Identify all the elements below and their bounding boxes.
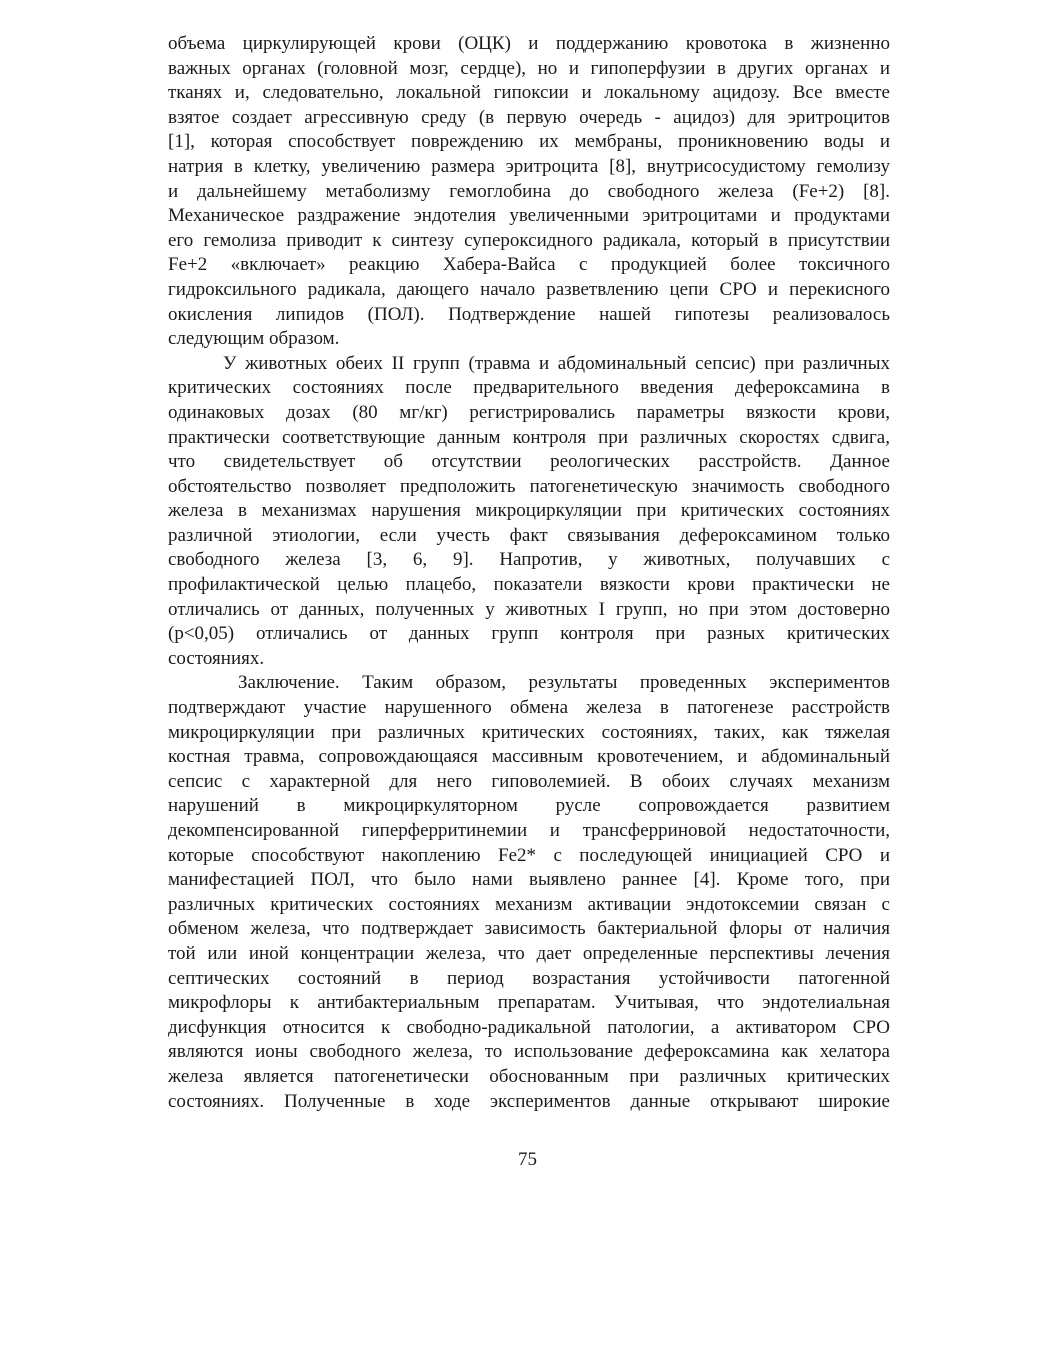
page-number: 75 <box>518 1149 537 1170</box>
body-text <box>168 32 890 1114</box>
text-line: У животных обеих II групп (травма и абдоминальный сепсис) при различных <box>223 352 890 374</box>
text-line: различных критических состояниях механизм активации эндотоксемии связан с <box>168 893 890 915</box>
text-line: являются ионы свободного железа, то использование дефероксамина как хелатора <box>168 1041 890 1063</box>
paragraph <box>168 32 890 352</box>
text-line: следующим образом. <box>168 328 340 350</box>
text-line: железа является патогенетически обоснованным при различных критических <box>168 1065 890 1087</box>
text-line: критических состояниях после предварительного введения дефероксамина в <box>168 377 890 399</box>
text-line: микроциркуляции при различных критических состояниях, таких, как тяжелая <box>168 721 890 743</box>
text-line: тканях и, следовательно, локальной гипоксии и локальному ацидозу. Все вместе <box>168 82 890 104</box>
text-line: манифестацией ПОЛ, что было нами выявлено раннее [4]. Кроме того, при <box>168 869 890 891</box>
text-line: той или иной концентрации железа, что дает определенные перспективы лечения <box>168 942 890 964</box>
text-line: подтверждают участие нарушенного обмена железа в патогенезе расстройств <box>168 697 890 719</box>
text-line: декомпенсированной гиперферритинемии и трансферриновой недостаточности, <box>168 820 890 841</box>
text-line: Механическое раздражение эндотелия увеличенными эритроцитами и продуктами <box>168 205 890 227</box>
text-line: Fe+2 «включает» реакцию Хабера-Вайса с продукцией более токсичного <box>168 254 890 276</box>
text-line: септических состояний в период возрастания устойчивости патогенной <box>168 967 890 989</box>
text-line: окисления липидов (ПОЛ). Подтверждение нашей гипотезы реализовалось <box>168 303 890 325</box>
text-line: что свидетельствует об отсутствии реологических расстройств. Данное <box>168 451 890 473</box>
text-line: состояниях. Полученные в ходе экспериментов данные открывают широкие <box>168 1090 890 1112</box>
text-line: обстоятельство позволяет предположить патогенетическую значимость свободного <box>168 475 890 497</box>
text-line: сепсис с характерной для него гиповолемией. В обоих случаях механизм <box>168 770 890 792</box>
text-line: свободного железа [3, 6, 9]. Напротив, у животных, получавших с <box>168 549 890 571</box>
text-line: важных органах (головной мозг, сердце), но и гипоперфузии в других органах и <box>168 57 890 79</box>
text-line: его гемолиза приводит к синтезу супероксидного радикала, который в присутствии <box>168 229 890 251</box>
text-line: дисфункция относится к свободно-радикальной патологии, а активатором СРО <box>168 1016 890 1038</box>
text-line: костная травма, сопровождающаяся массивным кровотечением, и абдоминальный <box>168 746 890 768</box>
text-line: профилактической целью плацебо, показатели вязкости крови практически не <box>168 574 890 596</box>
paragraph <box>168 352 890 672</box>
text-line: Заключение. Таким образом, результаты проведенных экспериментов <box>238 672 890 694</box>
text-line: различной этиологии, если учесть факт связывания дефероксамином только <box>168 524 890 546</box>
text-line: натрия в клетку, увеличению размера эритроцита [8], внутрисосудистому гемолизу <box>168 155 890 177</box>
text-line: обменом железа, что подтверждает зависимость бактериальной флоры от наличия <box>168 918 890 940</box>
text-line: железа в механизмах нарушения микроциркуляции при критических состояниях <box>168 500 890 522</box>
text-line: микрофлоры к антибактериальным препаратам. Учитывая, что эндотелиальная <box>168 992 890 1014</box>
text-line: состояниях. <box>168 647 265 669</box>
text-line: нарушений в микроциркуляторном русле сопровождается развитием <box>168 795 890 817</box>
text-line: одинаковых дозах (80 мг/кг) регистрировались параметры вязкости крови, <box>168 401 890 423</box>
text-line: и дальнейшему метаболизму гемоглобина до свободного железа (Fe+2) [8]. <box>168 180 890 202</box>
text-line: практически соответствующие данным контроля при различных скоростях сдвига, <box>168 426 890 448</box>
text-line: [1], которая способствует повреждению их мембраны, проникновению воды и <box>168 131 890 153</box>
text-line: (р<0,05) отличались от данных групп контроля при разных критических <box>168 623 890 645</box>
text-line: которые способствуют накоплению Fe2* с последующей инициацией СРО и <box>168 844 890 866</box>
paragraph <box>168 671 890 1114</box>
text-line: взятое создает агрессивную среду (в первую очередь - ацидоз) для эритроцитов <box>168 106 890 128</box>
text-line: гидроксильного радикала, дающего начало разветвлению цепи СРО и перекисного <box>168 278 890 300</box>
text-line: объема циркулирующей крови (ОЦК) и поддержанию кровотока в жизненно <box>168 33 890 54</box>
text-line: отличались от данных, полученных у животных I групп, но при этом достоверно <box>168 598 890 620</box>
